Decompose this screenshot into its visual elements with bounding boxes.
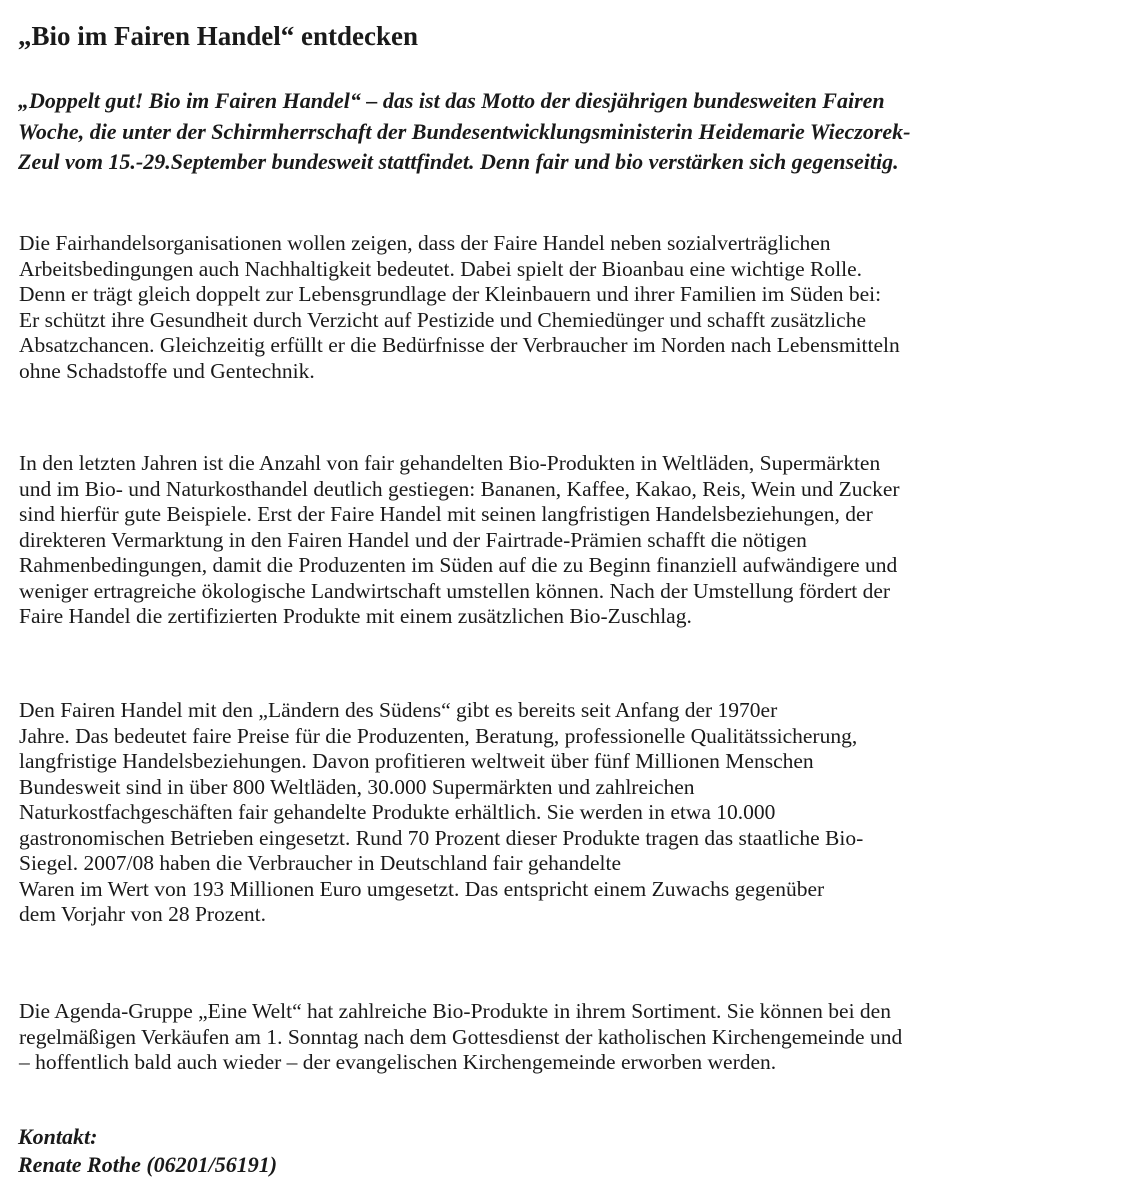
text-line: Siegel. 2007/08 haben die Verbraucher in Deutschland fair gehandelte bbox=[19, 851, 621, 875]
contact-name: Renate Rothe (06201/56191) bbox=[18, 1151, 278, 1177]
text-line: In den letzten Jahren ist die Anzahl von fair gehandelten Bio-Produkten in Weltläden, Supermärkten bbox=[19, 451, 881, 475]
text-line: gastronomischen Betrieben eingesetzt. Rund 70 Prozent dieser Produkte tragen das staatliche Bio- bbox=[19, 825, 864, 850]
document-title: „Bio im Fairen Handel“ entdecken bbox=[18, 21, 419, 51]
text-line: Faire Handel die zertifizierten Produkte mit einem zusätzlichen Bio-Zuschlag. bbox=[19, 604, 692, 628]
text-line: regelmäßigen Verkäufen am 1. Sonntag nach dem Gottesdienst der katholischen Kirchengemeinde und bbox=[19, 1024, 903, 1049]
text-line: Arbeitsbedingungen auch Nachhaltigkeit bedeutet. Dabei spielt der Bioanbau eine wichtige Rolle. bbox=[19, 256, 863, 281]
text-line: dem Vorjahr von 28 Prozent. bbox=[19, 902, 267, 926]
text-line: Waren im Wert von 193 Millionen Euro umgesetzt. Das entspricht einem Zuwachs gegenüber bbox=[19, 876, 825, 901]
body-paragraph-products bbox=[19, 451, 900, 630]
text-line: langfristige Handelsbeziehungen. Davon profitieren weltweit über fünf Millionen Menschen bbox=[19, 749, 814, 773]
lead-line: „Doppelt gut! Bio im Fairen Handel“ – das ist das Motto der diesjährigen bundesweiten Fairen bbox=[18, 88, 885, 113]
text-line: Absatzchancen. Gleichzeitig erfüllt er die Bedürfnisse der Verbraucher im Norden nach Lebensmitteln bbox=[19, 333, 900, 357]
text-line: und im Bio- und Naturkosthandel deutlich gestiegen: Bananen, Kaffee, Kakao, Reis, Wein und Zucker bbox=[19, 476, 900, 501]
text-line: direkteren Vermarktung in den Fairen Handel und der Fairtrade-Prämien schafft die nötigen bbox=[19, 527, 807, 552]
text-line: Den Fairen Handel mit den „Ländern des Südens“ gibt es bereits seit Anfang der 1970er bbox=[19, 698, 778, 722]
contact-block bbox=[18, 1123, 277, 1178]
text-line: Die Agenda-Gruppe „Eine Welt“ hat zahlreiche Bio-Produkte in ihrem Sortiment. Sie können bei den bbox=[19, 999, 891, 1023]
text-line: weniger ertragreiche ökologische Landwirtschaft umstellen können. Nach der Umstellung fördert der bbox=[19, 578, 891, 603]
body-paragraph-agenda-group bbox=[19, 999, 902, 1076]
lead-line: Zeul vom 15.-29.September bundesweit stattfindet. Denn fair und bio verstärken sich gegenseitig. bbox=[18, 149, 899, 174]
text-line: Die Fairhandelsorganisationen wollen zeigen, dass der Faire Handel neben sozialverträglichen bbox=[19, 231, 831, 255]
lead-line: Woche, die unter der Schirmherrschaft der Bundesentwicklungsministerin Heidemarie Wieczorek- bbox=[18, 118, 911, 144]
text-line: Bundesweit sind in über 800 Weltläden, 30.000 Supermärkten und zahlreichen bbox=[19, 774, 695, 799]
text-line: sind hierfür gute Beispiele. Erst der Faire Handel mit seinen langfristigen Handelsbeziehungen, der bbox=[19, 502, 873, 526]
lead-paragraph bbox=[18, 86, 910, 178]
body-paragraph-history bbox=[19, 698, 863, 928]
text-line: Er schützt ihre Gesundheit durch Verzicht auf Pestizide und Chemiedünger und schafft zusätzliche bbox=[19, 307, 866, 332]
text-line: ohne Schadstoffe und Gentechnik. bbox=[19, 358, 315, 383]
text-line: – hoffentlich bald auch wieder – der evangelischen Kirchengemeinde erworben werden. bbox=[19, 1050, 777, 1074]
text-line: Denn er trägt gleich doppelt zur Lebensgrundlage der Kleinbauern und ihrer Familien im Süden bei: bbox=[19, 282, 882, 306]
text-line: Naturkostfachgeschäften fair gehandelte Produkte erhältlich. Sie werden in etwa 10.000 bbox=[19, 800, 776, 824]
text-line: Rahmenbedingungen, damit die Produzenten im Süden auf die zu Beginn finanziell aufwändigere und bbox=[19, 553, 898, 577]
text-line: Jahre. Das bedeutet faire Preise für die Produzenten, Beratung, professionelle Qualitätssicherung, bbox=[19, 723, 858, 748]
body-paragraph-organizations bbox=[19, 231, 900, 384]
contact-label: Kontakt: bbox=[18, 1124, 98, 1149]
